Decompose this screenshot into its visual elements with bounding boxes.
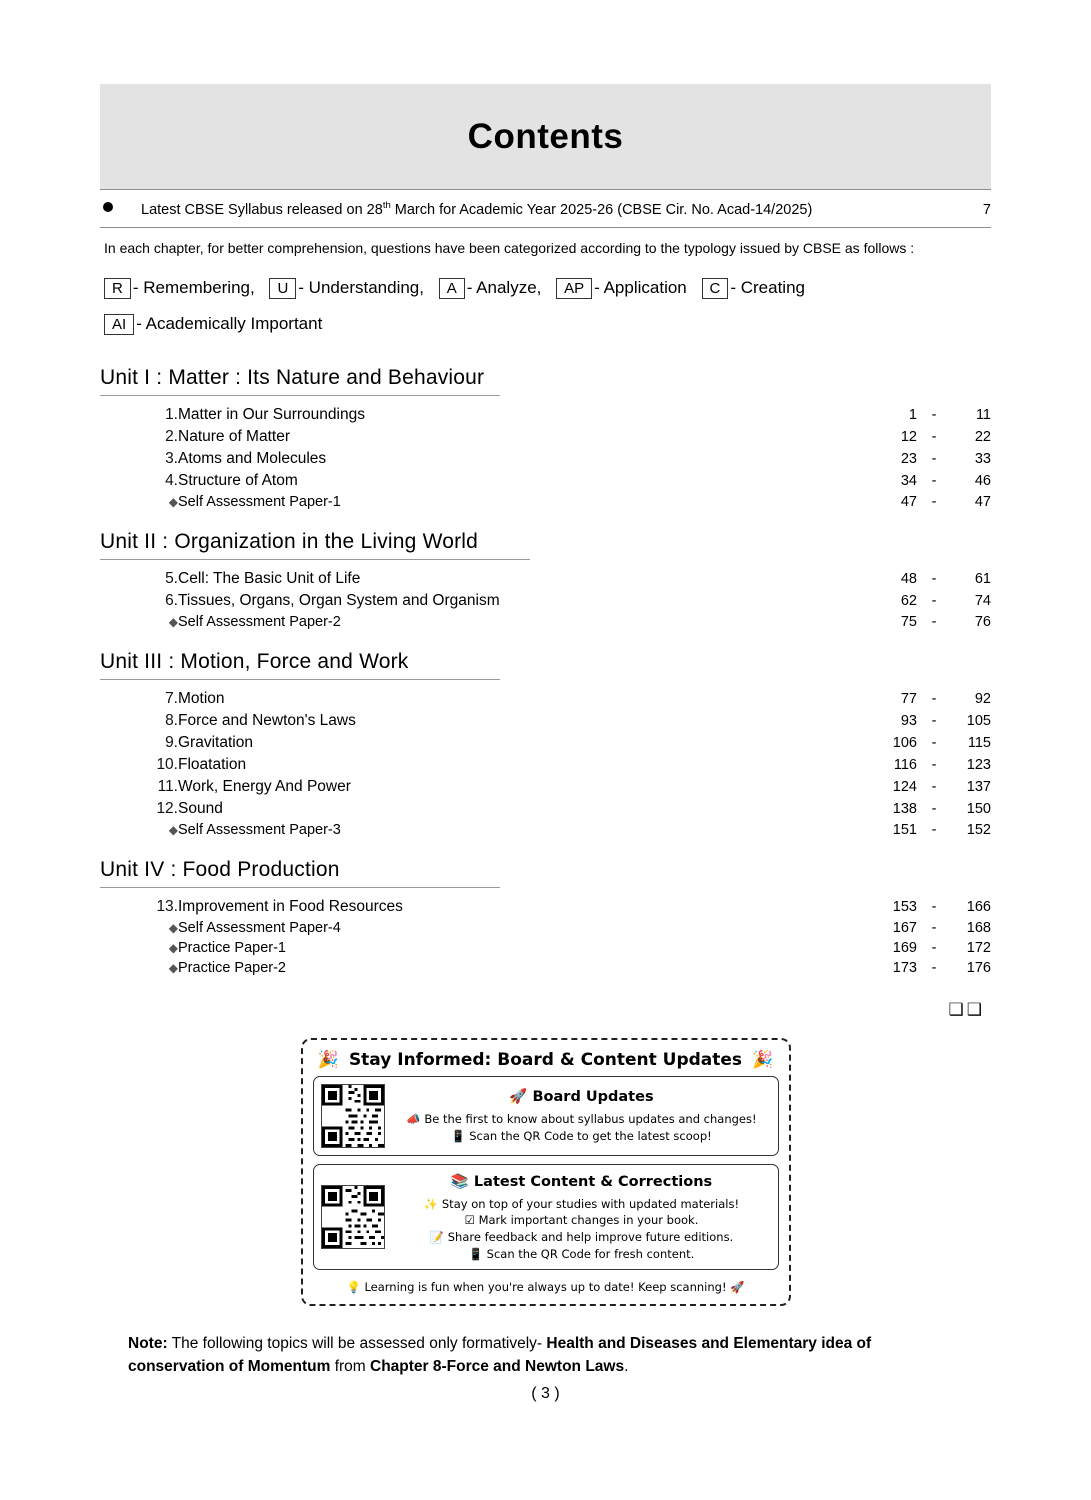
syllabus-entry-text — [141, 200, 951, 218]
note-text-1: The following topics will be assessed only formatively- — [167, 1335, 547, 1353]
syllabus-entry[interactable] — [100, 190, 991, 227]
row-number: 7. — [165, 689, 178, 707]
row-page-dash: - — [931, 756, 937, 773]
row-page-end: 92 — [974, 690, 991, 707]
row-page-end: 137 — [966, 778, 991, 795]
row-page-end: 115 — [967, 734, 991, 751]
row-page-dash: - — [931, 592, 937, 609]
row-page-dash: - — [931, 690, 937, 707]
table-row[interactable] — [100, 448, 991, 470]
row-page-dash: - — [931, 919, 937, 936]
row-page-dash: - — [931, 570, 937, 587]
note-bold-1: Health and Diseases and Elementary idea of conservation of Momentum — [128, 1335, 872, 1376]
row-title[interactable]: Cell: The Basic Unit of Life — [178, 569, 361, 587]
row-page-start: 1 — [908, 406, 917, 423]
unit-heading-1: Unit I : Matter : Its Nature and Behaviour — [100, 366, 500, 396]
table-row[interactable] — [100, 688, 991, 710]
diamond-icon: ◆ — [168, 822, 178, 837]
row-number: 5. — [165, 569, 178, 587]
legend-code-u: U — [269, 278, 296, 299]
row-page-end: 168 — [966, 919, 991, 936]
row-page-end: 11 — [975, 406, 991, 423]
row-page-start: 93 — [900, 712, 917, 729]
legend-code-ap: AP — [556, 278, 592, 299]
table-row[interactable] — [100, 776, 991, 798]
row-number: 12. — [156, 799, 178, 817]
row-page-dash: - — [931, 898, 937, 915]
row-page-dash: - — [931, 821, 937, 838]
table-row[interactable] — [100, 958, 991, 978]
table-row[interactable] — [100, 426, 991, 448]
diamond-icon: ◆ — [168, 940, 178, 955]
row-number: 11. — [157, 777, 178, 795]
table-row[interactable] — [100, 754, 991, 776]
note-bold-2: Chapter 8-Force and Newton Laws — [370, 1358, 625, 1376]
promo-card-body — [393, 1087, 771, 1144]
legend-label-c: - Creating — [730, 278, 805, 298]
table-row[interactable] — [100, 612, 991, 632]
promo-card-line: ☑ Mark important changes in your book. — [464, 1213, 699, 1228]
row-page-start: 116 — [893, 756, 917, 773]
row-title[interactable]: Gravitation — [178, 733, 253, 751]
promo-card-line: 📝 Share feedback and help improve future editions. — [429, 1229, 734, 1244]
row-page-end: 46 — [974, 472, 991, 489]
syllabus-page-number: 7 — [982, 201, 991, 218]
row-page-start: 173 — [892, 959, 917, 976]
promo-footer-text: 💡 Learning is fun when you're always up to date! Keep scanning! 🚀 — [346, 1280, 745, 1295]
content-sheet — [100, 84, 991, 1379]
party-popper-icon-left: 🎉 — [317, 1049, 339, 1070]
unit-heading-3: Unit III : Motion, Force and Work — [100, 650, 500, 680]
row-page-start: 34 — [900, 472, 917, 489]
row-title[interactable]: Motion — [178, 689, 225, 707]
promo-card-heading: 🚀 Board Updates — [509, 1088, 654, 1105]
toc-table-unit-4 — [100, 896, 991, 978]
row-number: 4. — [165, 471, 178, 489]
syllabus-text-before: Latest CBSE Syllabus released on 28 — [141, 201, 383, 218]
row-page-dash: - — [931, 428, 937, 445]
page-title: Contents — [467, 116, 624, 156]
row-number: 6. — [165, 591, 178, 609]
row-page-start: 62 — [900, 592, 917, 609]
row-title[interactable]: Matter in Our Surroundings — [178, 405, 365, 423]
table-row[interactable] — [100, 938, 991, 958]
row-number: 13. — [156, 897, 178, 915]
table-row[interactable] — [100, 568, 991, 590]
qr-code-board-updates[interactable] — [321, 1084, 385, 1148]
row-page-end: 76 — [974, 613, 991, 630]
diamond-icon: ◆ — [168, 920, 178, 935]
row-title[interactable]: Practice Paper-2 — [178, 959, 286, 976]
row-page-dash: - — [931, 450, 937, 467]
promo-box — [301, 1038, 791, 1307]
row-page-start: 151 — [892, 821, 917, 838]
row-page-end: 166 — [966, 898, 991, 915]
toc-table-unit-3 — [100, 688, 991, 840]
row-page-dash: - — [931, 613, 937, 630]
row-title[interactable]: Self Assessment Paper-3 — [178, 821, 341, 838]
note-text-2: from — [330, 1358, 371, 1376]
legend-label-r: - Remembering, — [132, 278, 255, 298]
table-row[interactable] — [100, 820, 991, 840]
note-label: Note: — [128, 1335, 168, 1353]
qr-code-content-corrections[interactable] — [321, 1185, 385, 1249]
note-text-3: . — [624, 1358, 629, 1376]
row-page-end: 150 — [966, 800, 991, 817]
row-page-dash: - — [931, 493, 937, 510]
promo-card-body — [393, 1172, 771, 1263]
bullet-icon — [103, 202, 113, 212]
diamond-icon: ◆ — [168, 494, 178, 509]
legend-code-ai: AI — [104, 314, 134, 335]
syllabus-superscript: th — [382, 200, 391, 211]
row-title[interactable]: Floatation — [178, 755, 247, 773]
row-page-end: 22 — [974, 428, 991, 445]
row-page-dash: - — [931, 734, 937, 751]
promo-card-line: 📱 Scan the QR Code for fresh content. — [468, 1246, 695, 1261]
table-row[interactable] — [100, 732, 991, 754]
legend-label-ai: - Academically Important — [136, 313, 323, 333]
row-title[interactable]: Sound — [178, 799, 223, 817]
row-page-start: 138 — [892, 800, 917, 817]
row-page-dash: - — [931, 959, 937, 976]
row-title[interactable]: Nature of Matter — [178, 427, 290, 445]
row-page-end: 47 — [974, 493, 991, 510]
row-page-start: 47 — [900, 493, 917, 510]
row-page-start: 77 — [900, 690, 917, 707]
typology-legend — [100, 258, 991, 347]
legend-label-u: - Understanding, — [298, 278, 424, 298]
legend-label-ap: - Application — [594, 278, 687, 298]
promo-card-line: 📱 Scan the QR Code to get the latest scoop! — [451, 1128, 712, 1143]
table-row[interactable] — [100, 470, 991, 492]
syllabus-text-after: March for Academic Year 2025-26 (CBSE Cir. No. Acad-14/2025) — [390, 201, 813, 218]
promo-title: Stay Informed: Board & Content Updates — [348, 1049, 743, 1070]
row-page-end: 152 — [966, 821, 991, 838]
row-title[interactable]: Self Assessment Paper-4 — [178, 919, 341, 936]
diamond-icon: ◆ — [168, 614, 178, 629]
unit-heading-4: Unit IV : Food Production — [100, 858, 500, 888]
typology-intro: In each chapter, for better comprehension, questions have been categorized according to the typology issued by CBSE as follows : — [104, 239, 915, 256]
row-page-dash: - — [931, 939, 937, 956]
row-page-end: 123 — [966, 756, 991, 773]
row-title[interactable]: Structure of Atom — [178, 471, 298, 489]
row-number: 3. — [165, 449, 178, 467]
row-page-end: 172 — [966, 939, 991, 956]
row-page-start: 75 — [900, 613, 917, 630]
table-row[interactable] — [100, 896, 991, 918]
end-of-contents-marker: ❑❑ — [948, 999, 985, 1019]
legend-code-a: A — [439, 278, 465, 299]
row-page-dash: - — [931, 800, 937, 817]
row-title[interactable]: Self Assessment Paper-2 — [178, 613, 341, 630]
row-title[interactable]: Work, Energy And Power — [178, 777, 351, 795]
table-row[interactable] — [100, 404, 991, 426]
page-number-footer: ( 3 ) — [531, 1385, 560, 1402]
row-page-dash: - — [931, 472, 937, 489]
formative-note — [100, 1306, 991, 1379]
promo-card-heading: 📚 Latest Content & Corrections — [450, 1173, 713, 1190]
row-page-dash: - — [931, 712, 937, 729]
row-title[interactable]: Practice Paper-1 — [178, 939, 286, 956]
legend-label-a: - Analyze, — [466, 278, 542, 298]
row-page-start: 12 — [900, 428, 917, 445]
row-number: 9. — [165, 733, 178, 751]
row-title[interactable]: Force and Newton's Laws — [178, 711, 356, 729]
row-number: 2. — [165, 427, 178, 445]
toc-table-unit-1 — [100, 404, 991, 512]
row-page-start: 23 — [900, 450, 917, 467]
table-row[interactable] — [100, 492, 991, 512]
legend-code-c: C — [702, 278, 729, 299]
row-page-start: 124 — [892, 778, 917, 795]
toc-table-unit-2 — [100, 568, 991, 632]
row-title[interactable]: Self Assessment Paper-1 — [178, 493, 341, 510]
row-page-end: 33 — [974, 450, 991, 467]
promo-title-row — [313, 1048, 779, 1076]
row-page-start: 153 — [892, 898, 917, 915]
promo-card-board-updates[interactable] — [313, 1076, 779, 1156]
row-page-start: 48 — [900, 570, 917, 587]
row-title[interactable]: Improvement in Food Resources — [178, 897, 403, 915]
promo-section — [100, 1038, 991, 1307]
row-page-start: 169 — [892, 939, 917, 956]
contents-title-banner — [100, 84, 991, 189]
row-page-dash: - — [931, 778, 937, 795]
table-row[interactable] — [100, 798, 991, 820]
promo-card-line: 📣 Be the first to know about syllabus updates and changes! — [406, 1111, 757, 1126]
table-row[interactable] — [100, 710, 991, 732]
diamond-icon: ◆ — [168, 960, 178, 975]
row-number: 1. — [165, 405, 178, 423]
row-number: 10. — [156, 755, 178, 773]
promo-card-content-corrections[interactable] — [313, 1164, 779, 1271]
promo-card-line: ✨ Stay on top of your studies with updated materials! — [423, 1196, 740, 1211]
unit-heading-2: Unit II : Organization in the Living World — [100, 530, 530, 560]
row-page-end: 105 — [966, 712, 991, 729]
legend-code-r: R — [104, 278, 131, 299]
row-title[interactable]: Tissues, Organs, Organ System and Organism — [178, 591, 500, 609]
row-page-end: 74 — [974, 592, 991, 609]
row-number: 8. — [165, 711, 178, 729]
table-row[interactable] — [100, 590, 991, 612]
row-page-start: 106 — [892, 734, 917, 751]
table-row[interactable] — [100, 918, 991, 938]
row-title[interactable]: Atoms and Molecules — [178, 449, 327, 467]
row-page-end: 61 — [974, 570, 991, 587]
party-popper-icon-right: 🎉 — [752, 1049, 774, 1070]
row-page-dash: - — [931, 406, 937, 423]
row-page-end: 176 — [966, 959, 991, 976]
row-page-start: 167 — [892, 919, 917, 936]
